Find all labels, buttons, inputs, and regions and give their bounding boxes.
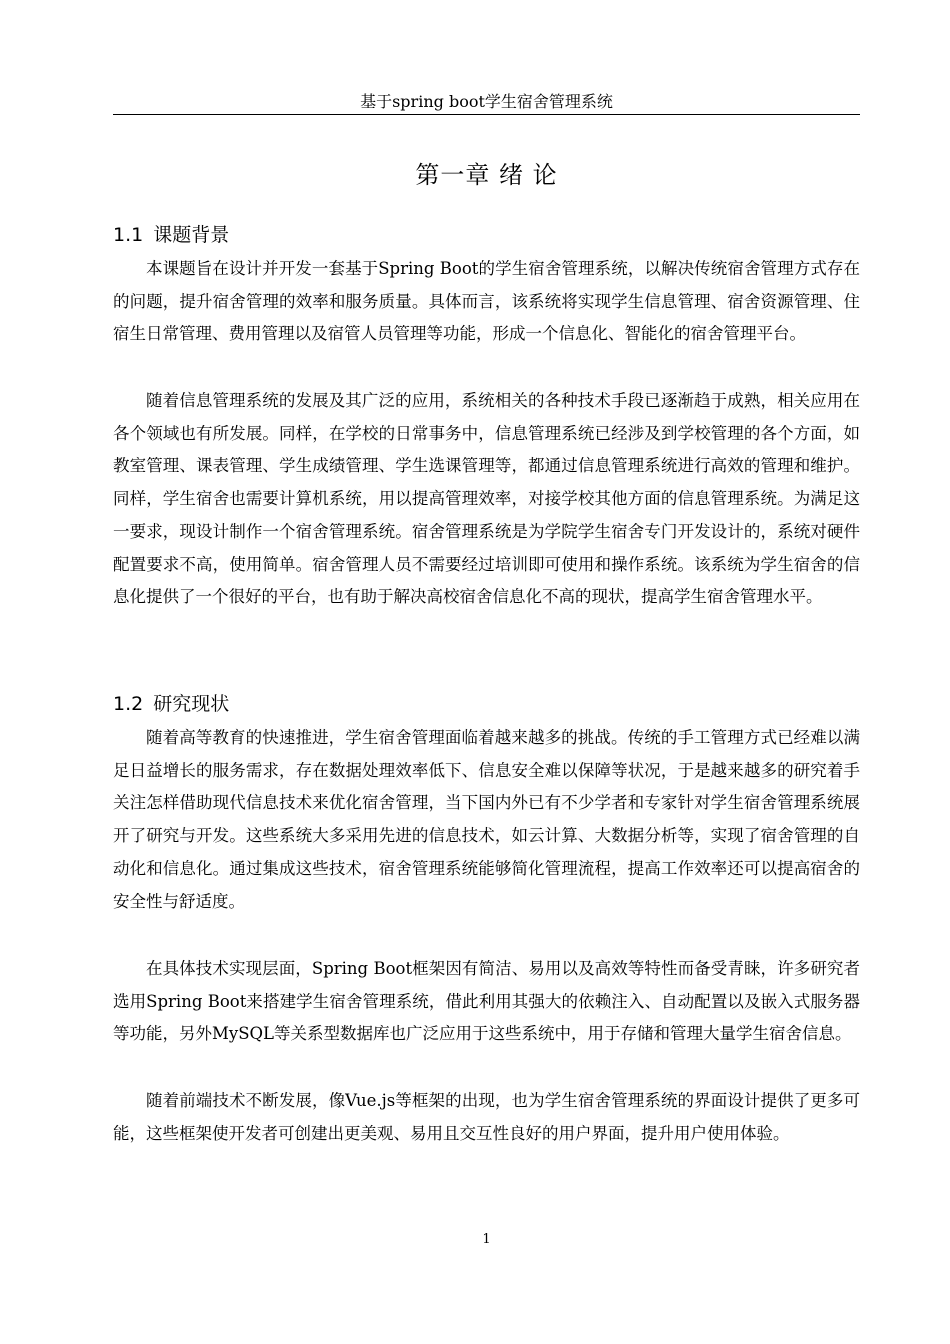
section-heading-1-2: [113, 690, 229, 718]
section-number: 1.1: [113, 224, 144, 246]
paragraph: 随着信息管理系统的发展及其广泛的应用，系统相关的各种技术手段已逐渐趋于成熟，相关应用在各个领域也有所发展。同样，在学校的日常事务中，信息管理系统已经涉及到学校管理的各个方面，如教室管理、课表管理、学生成绩管理、学生选课管理等，都通过信息管理系统进行高效的管理和维护。同样，学生宿舍也需要计算机系统，用以提高管理效率，对接学校其他方面的信息管理系统。为满足这一要求，现设计制作一个宿舍管理系统。宿舍管理系统是为学院学生宿舍专门开发设计的，系统对硬件配置要求不高，使用简单。宿舍管理人员不需要经过培训即可使用和操作系统。该系统为学生宿舍的信息化提供了一个很好的平台，也有助于解决高校宿舍信息化不高的现状，提高学生宿舍管理水平。: [113, 391, 860, 607]
header-rule: [113, 114, 860, 115]
paragraph: 随着前端技术不断发展，像Vue.js等框架的出现，也为学生宿舍管理系统的界面设计提供了更多可能，这些框架使开发者可创建出更美观、易用且交互性良好的用户界面，提升用户使用体验。: [113, 1091, 860, 1143]
section-number: 1.2: [113, 693, 144, 715]
section-title: 课题背景: [153, 224, 230, 246]
section-heading-1-1: [113, 221, 229, 249]
chapter-title: 第一章 绪 论: [415, 161, 558, 189]
paragraph: 本课题旨在设计并开发一套基于Spring Boot的学生宿舍管理系统，以解决传统宿舍管理方式存在的问题，提升宿舍管理的效率和服务质量。具体而言，该系统将实现学生信息管理、宿舍资源管理、住宿生日常管理、费用管理以及宿管人员管理等功能，形成一个信息化、智能化的宿舍管理平台。: [113, 259, 860, 344]
paragraph: 在具体技术实现层面，Spring Boot框架因有简洁、易用以及高效等特性而备受青睐，许多研究者选用Spring Boot来搭建学生宿舍管理系统，借此利用其强大的依赖注入、自动配置以及嵌入式服务器等功能，另外MySQL等关系型数据库也广泛应用于这些系统中，用于存储和管理大量学生宿舍信息。: [113, 959, 860, 1044]
running-header: 基于spring boot学生宿舍管理系统: [360, 92, 613, 111]
paragraph: 随着高等教育的快速推进，学生宿舍管理面临着越来越多的挑战。传统的手工管理方式已经难以满足日益增长的服务需求，存在数据处理效率低下、信息安全难以保障等状况，于是越来越多的研究着手关注怎样借助现代信息技术来优化宿舍管理，当下国内外已有不少学者和专家针对学生宿舍管理系统展开了研究与开发。这些系统大多采用先进的信息技术，如云计算、大数据分析等，实现了宿舍管理的自动化和信息化。通过集成这些技术，宿舍管理系统能够简化管理流程，提高工作效率还可以提高宿舍的安全性与舒适度。: [113, 728, 860, 911]
page-number: 1: [482, 1232, 491, 1247]
section-title: 研究现状: [153, 693, 230, 715]
